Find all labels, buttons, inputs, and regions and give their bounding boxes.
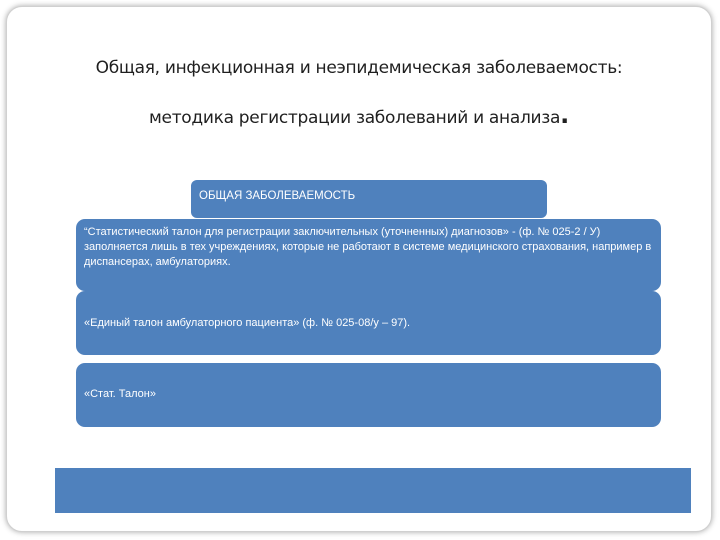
diagram-item-text: «Стат. Талон» xyxy=(84,388,156,400)
diagram-header-label: ОБЩАЯ ЗАБОЛЕВАЕМОСТЬ xyxy=(199,190,356,202)
diagram-item-text: «Единый талон амбулаторного пациента» (ф. № 025-08/у – 97). xyxy=(84,317,411,329)
slide-title-line-2 xyxy=(7,101,711,129)
slide-title-line-1 xyxy=(7,58,711,78)
diagram-item-outpatient-coupon xyxy=(76,291,661,355)
footer-bar xyxy=(55,468,691,513)
slide-title-period: . xyxy=(560,101,569,129)
diagram-item-text: “Статистический талон для регистрации заключительных (уточненных) диагнозов» - (ф. № 025-2 / У) заполняется лишь в тех учреждениях, которые не работают в системе медицинского страхования, например в диспансерах, амбулаториях. xyxy=(84,226,652,268)
diagram-item-statistical-coupon xyxy=(76,219,661,291)
slide-title-text-1: Общая, инфекционная и неэпидемическая заболеваемость: xyxy=(95,58,623,78)
diagram-item-stat-coupon xyxy=(76,363,661,427)
diagram-header-box xyxy=(191,180,547,218)
slide xyxy=(6,6,712,532)
slide-title-text-2: методика регистрации заболеваний и анализа xyxy=(149,108,561,128)
